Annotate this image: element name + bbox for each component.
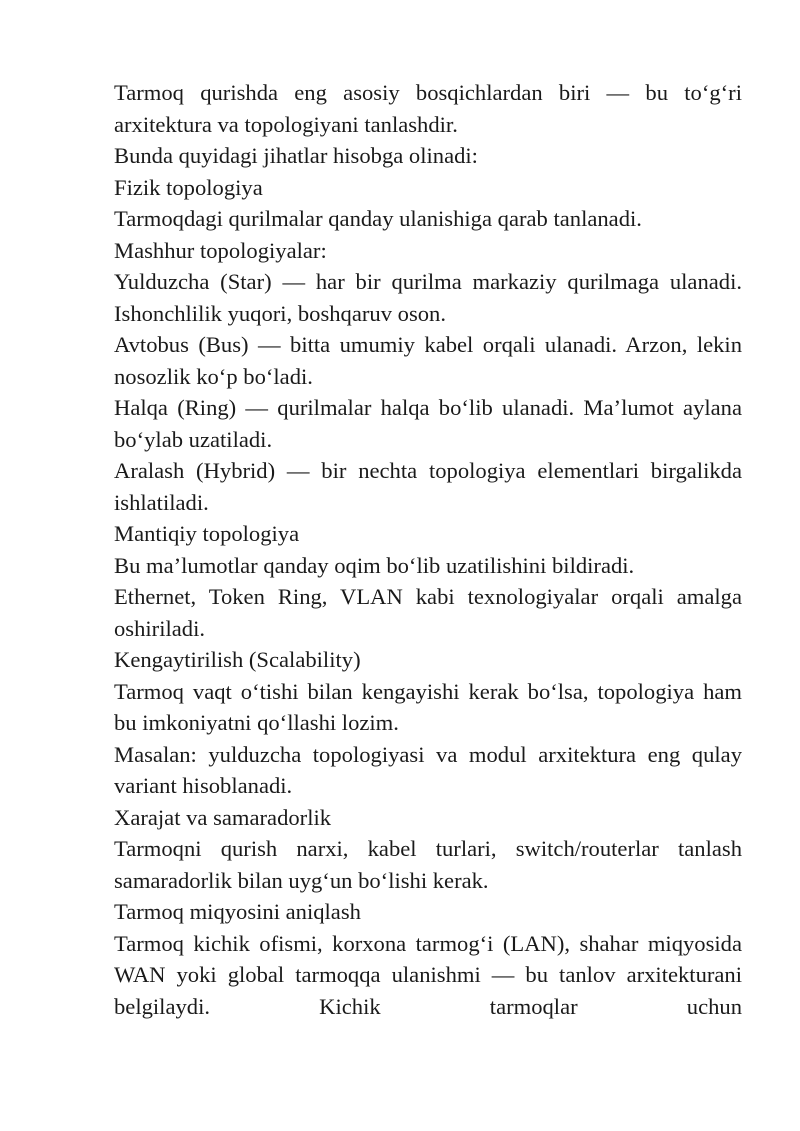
paragraph-example: Masalan: yulduzcha topologiyasi va modul arxitektura eng qulay variant hisoblanadi. bbox=[114, 741, 742, 798]
paragraph-network-scale: Tarmoq kichik ofismi, korxona tarmog‘i (LAN), shahar miqyosida WAN yoki global tarmoqqa ulanishmi — bu tanlov arxitekturani belgilaydi. Kichik tarmoqlar uchun bbox=[114, 930, 742, 1019]
paragraph-intro: Tarmoq qurishda eng asosiy bosqichlardan biri — bu to‘g‘ri arxitektura va topologiyani tanlashdir. bbox=[114, 80, 742, 137]
paragraph-criteria-intro: Bunda quyidagi jihatlar hisobga olinadi: bbox=[114, 143, 478, 168]
paragraph-physical-topology: Tarmoqdagi qurilmalar qanday ulanishiga qarab tanlanadi. bbox=[114, 206, 642, 231]
heading-scalability: Kengaytirilish (Scalability) bbox=[114, 647, 361, 672]
paragraph-technologies: Ethernet, Token Ring, VLAN kabi texnologiyalar orqali amalga oshiriladi. bbox=[114, 584, 742, 641]
paragraph-logical-topology: Bu ma’lumotlar qanday oqim bo‘lib uzatilishini bildiradi. bbox=[114, 552, 635, 578]
paragraph-star: Yulduzcha (Star) — har bir qurilma markaziy qurilmaga ulanadi. Ishonchlilik yuqori, boshqaruv oson. bbox=[114, 269, 742, 326]
paragraph-ring: Halqa (Ring) — qurilmalar halqa bo‘lib ulanadi. Ma’lumot aylana bo‘ylab uzatiladi. bbox=[114, 395, 742, 452]
heading-network-scale: Tarmoq miqyosini aniqlash bbox=[114, 899, 361, 924]
document-page bbox=[114, 77, 742, 1022]
paragraph-cost-efficiency: Tarmoqni qurish narxi, kabel turlari, switch/routerlar tanlash samaradorlik bilan uyg‘un bo‘lishi kerak. bbox=[114, 836, 742, 893]
heading-cost-efficiency: Xarajat va samaradorlik bbox=[114, 804, 332, 830]
paragraph-bus: Avtobus (Bus) — bitta umumiy kabel orqali ulanadi. Arzon, lekin nosozlik ko‘p bo‘ladi. bbox=[114, 332, 742, 389]
heading-physical-topology: Fizik topologiya bbox=[114, 174, 263, 200]
heading-logical-topology: Mantiqiy topologiya bbox=[114, 521, 300, 546]
paragraph-hybrid: Aralash (Hybrid) — bir nechta topologiya elementlari birgalikda ishlatiladi. bbox=[114, 458, 742, 515]
paragraph-scalability: Tarmoq vaqt o‘tishi bilan kengayishi kerak bo‘lsa, topologiya ham bu imkoniyatni qo‘llashi lozim. bbox=[114, 678, 742, 735]
paragraph-popular-topologies: Mashhur topologiyalar: bbox=[114, 237, 327, 263]
